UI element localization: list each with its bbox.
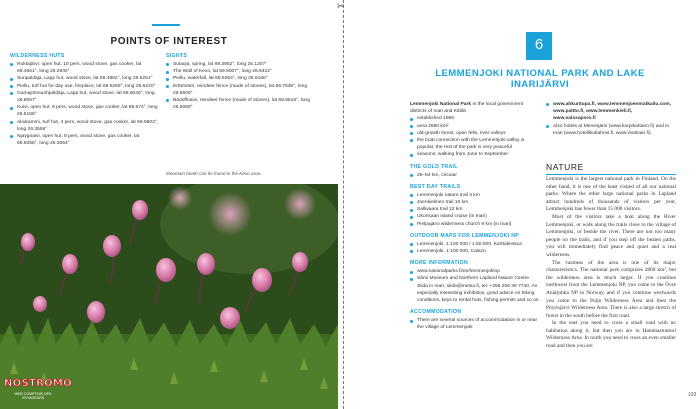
points-of-interest-heading: POINTS OF INTEREST: [110, 36, 228, 47]
list-item: There are several sources of accommodation in or near the village of Lemmenjoki:: [410, 317, 540, 331]
chapter-title: LEMMENJOKI NATIONAL PARK AND LAKE INARIJÄRVI: [435, 68, 645, 90]
more-info-title: MORE INFORMATION: [410, 260, 469, 267]
park-name: Lemmenjoki National Park: [410, 102, 472, 107]
list-item: Kuivi, open hut, 8 pers, wood stove, gas cooker, lat 69.674°, long 26.5168°: [10, 104, 160, 118]
scissors-icon: ✂: [337, 2, 345, 12]
list-item: Also hotels at Menesjärvi (www.korpikartano.fi) and in Inari (www.hotellikultahovi.fi, www.visitinari.fi).: [546, 123, 676, 137]
list-item: 25–54 km, circular: [410, 172, 540, 179]
list-item: Njavgoaivi, open hut, 8 pers, wood stove, gas cooker, lat 69.5058°, long 26.3054°: [10, 133, 160, 147]
sights-column: [166, 53, 326, 111]
nature-body: [546, 176, 676, 351]
nature-heading: NATURE: [546, 162, 584, 172]
list-item: The Wall of Kevo, lat 69.5007°, long 26.5422°: [166, 68, 326, 75]
nostromo-logo: [4, 378, 72, 404]
park-intro-text: in the local government districts of Inari and Kittilä: [410, 102, 524, 115]
wilderness-huts-title: WILDERNESS HUTS: [10, 53, 65, 59]
list-item: Sulaoja, spring, lat 69.3952°, long 26.1207°: [166, 61, 326, 68]
photo-caption: Mountain heath can be found in the Kevo area.: [166, 171, 262, 176]
accommodation-title: ACCOMMODATION: [410, 309, 462, 316]
gold-trail-title: THE GOLD TRAIL: [410, 163, 458, 170]
list-item: Sunpaldäja, Lapp hut, wood stove, lat 69.4982°, long 26.5251°: [10, 75, 160, 82]
logo-tagline: WEB COMPTOIR DES VOYAGEURS: [14, 392, 52, 400]
heather-flowers-illustration: [0, 184, 338, 409]
nature-paragraph: Lemmenjoki is the largest national park in Finland. On the other hand, it is one of the least visited of all our national parks. Where the other large national parks in Lapland attract hundreds of thousands of visitors per year, Lemmenjoki has fewer than 15 000 visitors.: [546, 176, 676, 213]
accommodation-links: www.ahkuntupa.fi, www.lemmenjoenmatkailu.com, www.paltto.fi, www.lemmenkieli.fi, www.valssaporo.fi: [553, 102, 672, 122]
nature-paragraph: The vastness of the area is one of its major characteristics. The national park comprises 2860 km², but the wilderness area is much larger. If you continue northwest from the Lemmenjoki NP, you come to the Övre Anárjohka NP in Norway, and if you continue westwards you come to the Pulju Wilderness Area and then the Pöyrisjärvi Wilderness Area. There is also a large stretch of forest in the south before the first road.: [546, 259, 676, 319]
list-item: Gamajotnsuohpáldája, Lapp hut, wood stove, lat 69.6040°, long 26.8067°: [10, 90, 160, 104]
list-item: Ruktajärvi, open hut, 10 pers, wood stove, gas cooker, lat 69.4561°, long 26.2940°: [10, 61, 160, 75]
day-trails-title: BEST DAY TRAILS: [410, 183, 461, 190]
list-item: Akukammi, turf hut, 4 pers, wood stove, gas cooker, lat 69.5603°, long 26.3556°: [10, 119, 160, 133]
list-item: Piellu, turf hut for day use, fireplace, lat 69.5269°, long 26.6220°: [10, 83, 160, 90]
list-item: Ukonsaari island cruise (in Inari): [410, 213, 540, 220]
list-item: [546, 101, 676, 123]
list-item: Pielpajärvi wilderness church 9 km (in Inari): [410, 221, 540, 228]
list-item: www.nationalparks.fi/en/lemmenjokinp: [410, 268, 540, 275]
heading-accent-rule: [152, 24, 180, 26]
list-item: Lemmenjoki nature trail 4 km: [410, 192, 540, 199]
list-item: Bädoffoaivi, reindeer fence (made of stones), lat 69.6516°, long 26.5069°: [166, 97, 326, 111]
list-item: Sámi Museum and Northern Lapland Nature Centre Siida in Inari, siida@metsa.fi, tel. +358 206 39 7740. An especially interesting exhibition, good advice on hiking conditions, keys to rental huts, fishing permits and so on.: [410, 275, 540, 304]
chapter-badge: [526, 32, 552, 60]
accommodation-links-column: [546, 101, 676, 137]
nature-rule: [546, 174, 676, 175]
list-item: Piellu, waterfall, lat 69.5264°, long 26.6160°: [166, 75, 326, 82]
mountain-heath-photo: [0, 184, 338, 409]
list-item: Lemmenjoki, 1:100 000, Calazo: [410, 248, 540, 255]
list-item: area 2860 km²: [410, 123, 540, 130]
page-number: 193: [688, 392, 697, 398]
maps-title: OUTDOOR MAPS FOR LEMMENJOKI NP: [410, 232, 520, 239]
list-item: Joenkielinen trail 16 km: [410, 199, 540, 206]
nature-paragraph: In the east you need to cross a small road with no habitation along it, but then you are in Hammastunturi Wilderness Area. In north you need to cross an even smaller road and then you are: [546, 320, 676, 350]
list-item: established 1956: [410, 115, 540, 122]
left-page: [0, 0, 338, 409]
sights-title: SIGHTS: [166, 53, 188, 59]
list-item: Sallivaara trail 12 km: [410, 206, 540, 213]
list-item: seasons: walking from June to September: [410, 151, 540, 158]
page-divider: [343, 0, 344, 409]
logo-name: NOSTROMO: [4, 378, 72, 389]
park-info-column: [410, 101, 540, 332]
park-intro: [410, 101, 540, 115]
list-item: the boat connection with the Lemmenjoki valley is popular, the rest of the park is very peaceful: [410, 137, 540, 151]
right-page: [350, 0, 700, 409]
list-item: Erttetvärri, reindeer fence (made of stones), lat 69.7838°, long 26.6509°: [166, 83, 326, 97]
wilderness-huts-column: [10, 53, 160, 147]
list-item: Lemmenjoki, 1:100 000 / 1:50 000, Karttakeskus: [410, 241, 540, 248]
list-item: old-growth forest, open fells, river valleys: [410, 130, 540, 137]
chapter-number: 6: [534, 36, 544, 53]
nature-paragraph: Most of the visitors take a boat along the River Lemmenjoki, or walk along the trails close to the village of Lemmenjoki, or beside the river. There are not too many people on the trails, and if you step off the beaten paths, you will immediately find peace and quiet and a real wilderness.: [546, 213, 676, 258]
